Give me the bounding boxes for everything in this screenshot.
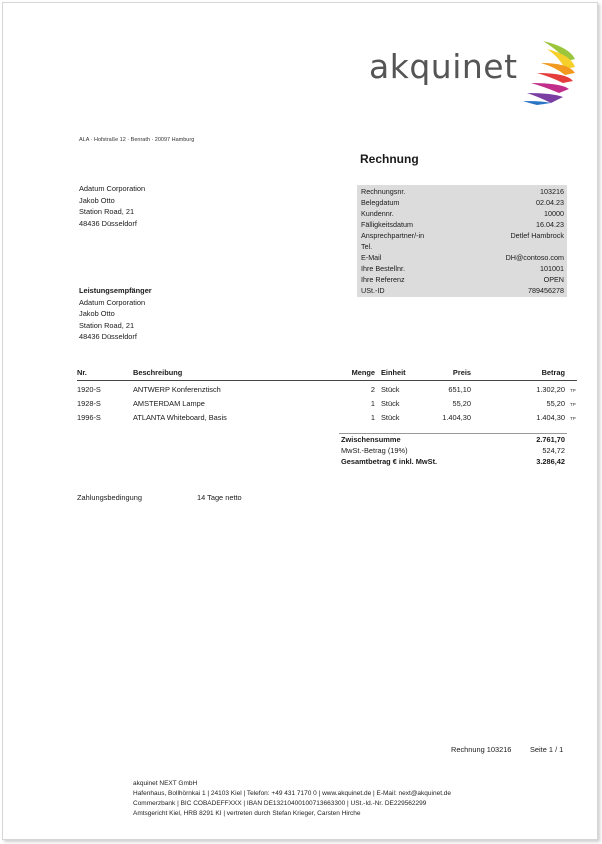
brand-logo-icon — [513, 39, 579, 105]
info-row-contact — [361, 230, 564, 241]
payment-terms-label: Zahlungsbedingung — [77, 493, 142, 502]
company-footer-line: Amtsgericht Kiel, HRB 8291 KI | vertreten durch Stefan Krieger, Carsten Hirche — [133, 810, 361, 817]
row-description: AMSTERDAM Lampe — [133, 399, 205, 408]
row-description: ATLANTA Whiteboard, Basis — [133, 413, 227, 422]
table-header-divider — [77, 380, 577, 381]
row-tax-tag: TP — [570, 416, 576, 421]
row-nr: 1920-S — [77, 385, 101, 394]
col-header-quantity: Menge — [351, 368, 375, 377]
row-tax-tag: TP — [570, 402, 576, 407]
info-value: Detlef Hambrock — [510, 231, 564, 240]
company-footer — [133, 779, 451, 819]
recipient-line: Station Road, 21 — [79, 207, 135, 216]
info-label: Ihre Referenz — [361, 275, 405, 284]
info-label: Belegdatum — [361, 198, 400, 207]
info-row-vat-id — [361, 285, 564, 296]
footer-page-number: Seite 1 / 1 — [530, 745, 564, 754]
info-value: DH@contoso.com — [505, 253, 564, 262]
info-row-reference — [361, 274, 564, 285]
payment-terms-value: 14 Tage netto — [197, 493, 242, 502]
info-value: 02.04.23 — [536, 198, 564, 207]
info-value: 101001 — [540, 264, 564, 273]
row-amount: 1.404,30 — [536, 413, 565, 422]
footer-invoice-number: Rechnung 103216 — [451, 745, 512, 754]
col-header-price: Preis — [452, 368, 471, 377]
totals-divider — [339, 433, 567, 434]
row-nr: 1996-S — [77, 413, 101, 422]
info-value: OPEN — [543, 275, 564, 284]
row-tax-tag: TP — [570, 388, 576, 393]
service-recipient-heading: Leistungsempfänger — [79, 286, 152, 295]
info-row-customer-number — [361, 208, 564, 219]
row-amount: 55,20 — [546, 399, 565, 408]
info-value: 103216 — [540, 187, 564, 196]
service-recipient-line: Adatum Corporation — [79, 297, 146, 307]
row-amount: 1.302,20 — [536, 385, 565, 394]
row-quantity: 2 — [370, 385, 375, 394]
total-label: Gesamtbetrag € inkl. MwSt. — [341, 457, 438, 466]
info-value: 789456278 — [528, 286, 564, 295]
vat-value: 524,72 — [542, 446, 565, 455]
row-nr: 1928-S — [77, 399, 101, 408]
info-label: Ansprechpartner/-in — [361, 231, 425, 240]
recipient-address — [79, 183, 145, 229]
info-row-email — [361, 252, 564, 263]
company-footer-line: Hafenhaus, Bollhörnkai 1 | 24103 Kiel | Telefon: +49 431 7170 0 | www.akquinet.de | E-Mail: next@akquinet.de — [133, 790, 452, 797]
subtotal-value: 2.761,70 — [536, 435, 565, 444]
info-label: Rechnungsnr. — [361, 187, 406, 196]
row-description: ANTWERP Konferenztisch — [133, 385, 221, 394]
col-header-unit: Einheit — [381, 368, 406, 377]
row-unit: Stück — [381, 385, 400, 394]
recipient-line: 48436 Düsseldorf — [79, 218, 137, 228]
recipient-line: Jakob Otto — [79, 195, 115, 205]
info-label: USt.-ID — [361, 286, 385, 295]
row-price: 651,10 — [448, 385, 471, 394]
info-row-due-date — [361, 219, 564, 230]
info-label: Kundennr. — [361, 209, 394, 218]
row-price: 55,20 — [452, 399, 471, 408]
service-recipient-line: Station Road, 21 — [79, 320, 135, 330]
col-header-nr: Nr. — [77, 368, 87, 377]
invoice-page — [2, 2, 598, 840]
info-row-invoice-number — [361, 186, 564, 197]
company-footer-line: Commerzbank | BIC COBADEFFXXX | IBAN DE13210400100713663300 | USt.-Id.-Nr. DE229562299 — [133, 800, 427, 807]
row-price: 1.404,30 — [442, 413, 471, 422]
invoice-info-box — [357, 185, 567, 297]
info-label: Tel. — [361, 242, 373, 251]
vat-label: MwSt.-Betrag (19%) — [341, 446, 408, 455]
info-row-phone — [361, 241, 564, 252]
subtotal-label: Zwischensumme — [341, 435, 401, 444]
total-value: 3.286,42 — [536, 457, 565, 466]
info-row-order-number — [361, 263, 564, 274]
sender-address-line: ALA · Hofstraße 12 · Benrath · 20097 Hamburg — [79, 137, 195, 143]
info-value: 16.04.23 — [536, 220, 564, 229]
col-header-amount: Betrag — [541, 368, 565, 377]
brand-logo-text: akquinet — [369, 47, 518, 86]
info-value: 10000 — [544, 209, 564, 218]
recipient-line: Adatum Corporation — [79, 184, 146, 193]
info-label: Ihre Bestellnr. — [361, 264, 405, 273]
info-label: E-Mail — [361, 253, 382, 262]
company-footer-line: akquinet NEXT GmbH — [133, 780, 198, 787]
document-title: Rechnung — [360, 152, 419, 166]
row-unit: Stück — [381, 399, 400, 408]
service-recipient-line: Jakob Otto — [79, 309, 115, 318]
service-recipient-line: 48436 Düsseldorf — [79, 332, 137, 341]
row-quantity: 1 — [370, 413, 375, 422]
col-header-description: Beschreibung — [133, 368, 183, 377]
row-quantity: 1 — [370, 399, 375, 408]
row-unit: Stück — [381, 413, 400, 422]
info-label: Fälligkeitsdatum — [361, 220, 413, 229]
info-row-date — [361, 197, 564, 208]
service-recipient-block — [79, 285, 152, 343]
